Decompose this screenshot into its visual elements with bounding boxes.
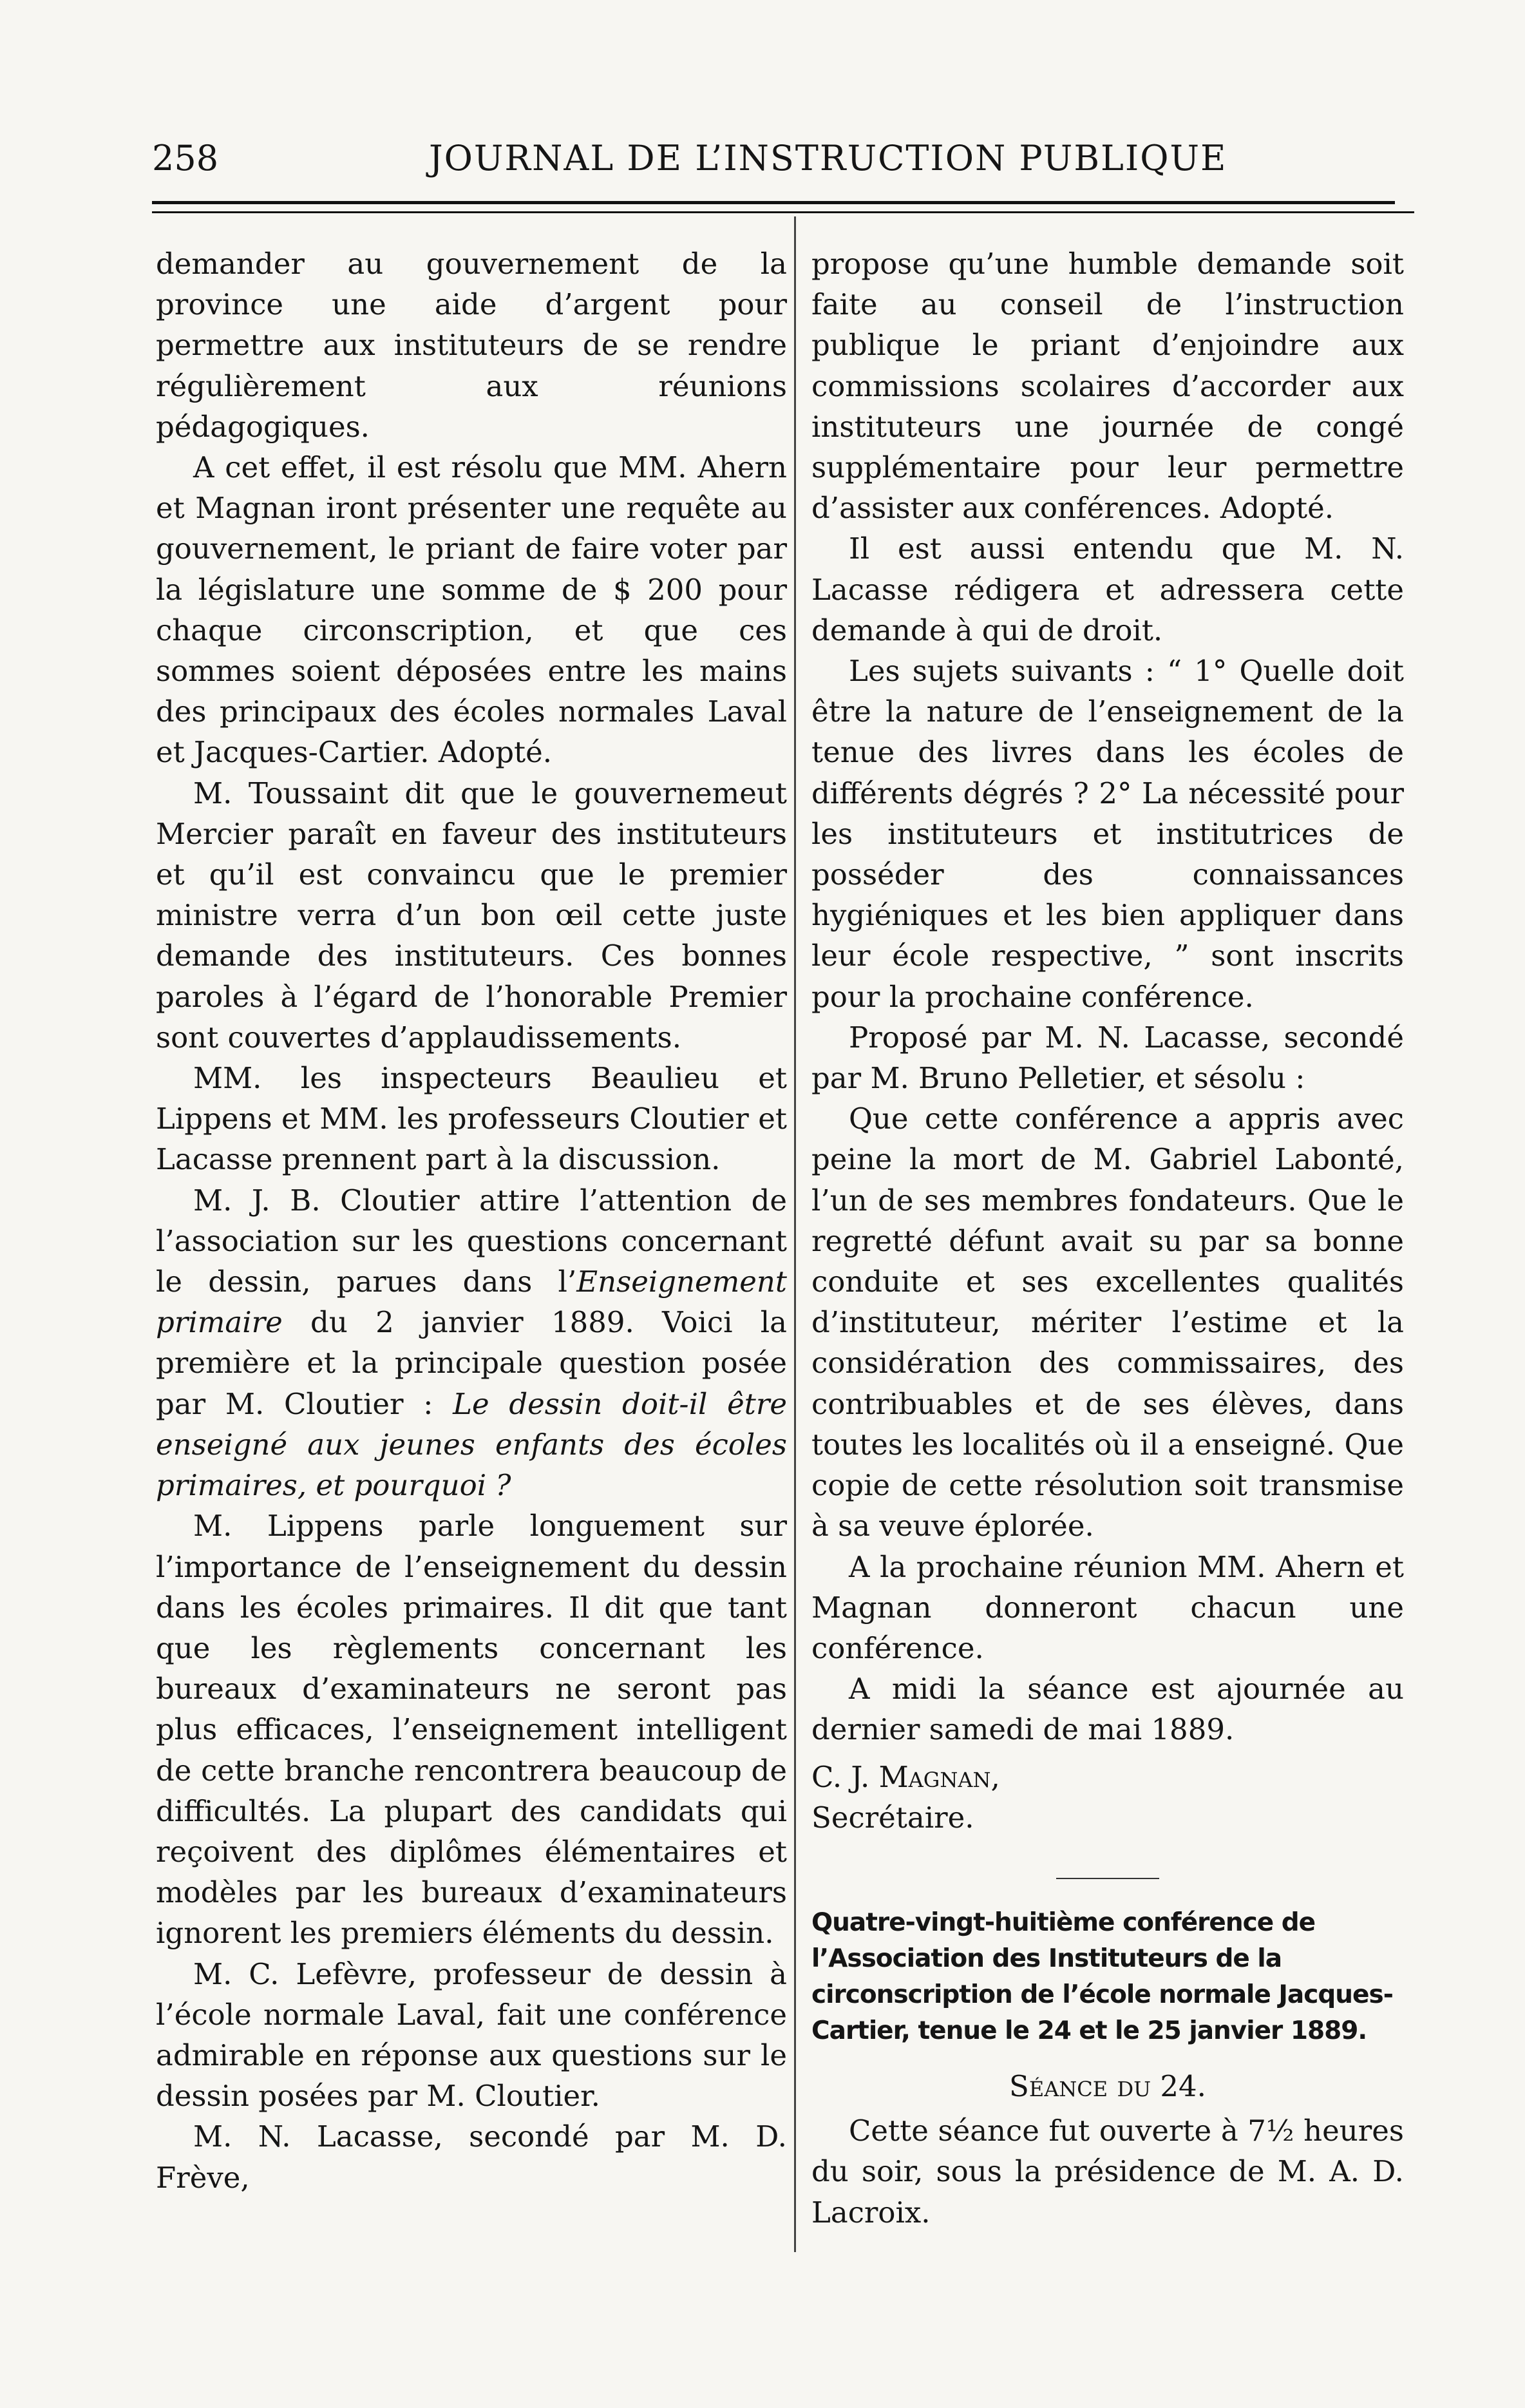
publication-title: Enseignement primaire: [156, 1265, 787, 1340]
paragraph-drawing-question: [156, 1180, 787, 1506]
question-text: Le dessin doit-il être enseigné aux jeunes enfants des écoles primaires, et pourquoi ?: [156, 1386, 787, 1503]
header-rule-double: [152, 211, 1414, 213]
running-title: JOURNAL DE L’INSTRUCTION PUBLIQUE: [429, 138, 1227, 178]
text-run: du 2 janvier 1889. Voici la première et la principale question posée par M. Cloutier :: [156, 1305, 787, 1421]
signature-name: C. J. Magnan,: [811, 1759, 1000, 1794]
page-number: 258: [152, 138, 219, 178]
paragraph: M. Lippens parle longuement sur l’importance de l’enseignement du dessin dans les écoles primaires. Il dit que tant que les règlements concernant les bureaux d’examinateurs ne seront pas plus efficaces, l’enseignement intelligent de cette branche rencontrera beaucoup de difficultés. La plupart des candidats qui reçoivent des diplômes élémentaires et modèles par les bureaux d’examinateurs ignorent les premiers éléments du dessin.: [156, 1509, 787, 1951]
paragraph: Proposé par M. N. Lacasse, secondé par M. Bruno Pelletier, et sésolu :: [811, 1020, 1404, 1096]
section-separator: [1056, 1878, 1159, 1879]
header-rule: [152, 201, 1395, 204]
signature-role: Secrétaire.: [811, 1800, 974, 1835]
paragraph: demander au gouvernement de la province une aide d’argent pour permettre aux instituteurs de se rendre régulièrement aux réunions pédagogiques.: [156, 247, 787, 444]
right-column: [811, 244, 1404, 2233]
paragraph: MM. les inspecteurs Beaulieu et Lippens et MM. les professeurs Cloutier et Lacasse prennent part à la discussion.: [156, 1061, 787, 1177]
section-heading: Quatre-vingt-huitième conférence de l’Association des Instituteurs de la circonscription de l’école normale Jacques-Cartier, tenue le 24 et le 25 janvier 1889.: [811, 1907, 1393, 2045]
paragraph: Il est aussi entendu que M. N. Lacasse rédigera et adressera cette demande à qui de droit.: [811, 531, 1404, 647]
paragraph: M. Toussaint dit que le gouvernemeut Mercier paraît en faveur des instituteurs et qu’il est convaincu que le premier ministre verra d’un bon œil cette juste demande des instituteurs. Ces bonnes paroles à l’égard de l’honorable Premier sont couvertes d’applaudissements.: [156, 776, 787, 1055]
paragraph: propose qu’une humble demande soit faite au conseil de l’instruction publique le priant d’enjoindre aux commissions scolaires d’accorder aux instituteurs une journée de congé supplémentaire pour leur permettre d’assister aux conférences. Adopté.: [811, 247, 1404, 526]
paragraph: A midi la séance est ajournée au dernier samedi de mai 1889.: [811, 1672, 1404, 1747]
page-header: [152, 138, 1434, 189]
column-divider: [794, 216, 796, 2252]
paragraph: Cette séance fut ouverte à 7½ heures du soir, sous la présidence de M. A. D. Lacroix.: [811, 2114, 1404, 2230]
paragraph: A la prochaine réunion MM. Ahern et Magnan donneront chacun une conférence.: [811, 1549, 1404, 1665]
paragraph: M. N. Lacasse, secondé par M. D. Frève,: [156, 2119, 787, 2195]
paragraph: Que cette conférence a appris avec peine la mort de M. Gabriel Labonté, l’un de ses membres fondateurs. Que le regretté défunt avait su par sa bonne conduite et ses excellentes qualités d’instituteur, mériter l’estime et la considération des commissaires, des contribuables et de ses élèves, dans toutes les localités où il a enseigné. Que copie de cette résolution soit transmise à sa veuve éplorée.: [811, 1102, 1404, 1543]
paragraph: A cet effet, il est résolu que MM. Ahern et Magnan iront présenter une requête au gouvernement, le priant de faire voter par la législature une somme de $ 200 pour chaque circonscription, et que ces sommes soient déposées entre les mains des principaux des écoles normales Laval et Jacques-Cartier. Adopté.: [156, 450, 787, 770]
left-column: [156, 244, 787, 2198]
paragraph: M. C. Lefèvre, professeur de dessin à l’école normale Laval, fait une conférence admirable en réponse aux questions sur le dessin posées par M. Cloutier.: [156, 1956, 787, 2114]
paragraph: Les sujets suivants : “ 1° Quelle doit être la nature de l’enseignement de la tenue des livres dans les écoles de différents dégrés ? 2° La nécessité pour les instituteurs et institutrices de posséder des connaissances hygiéniques et les bien appliquer dans leur école respective, ” sont inscrits pour la prochaine conférence.: [811, 654, 1404, 1014]
session-heading: Séance du 24.: [1009, 2069, 1206, 2103]
text-run: M. J. B. Cloutier attire l’attention de l’association sur les questions concernant le dessin, parues dans l’: [156, 1183, 787, 1299]
